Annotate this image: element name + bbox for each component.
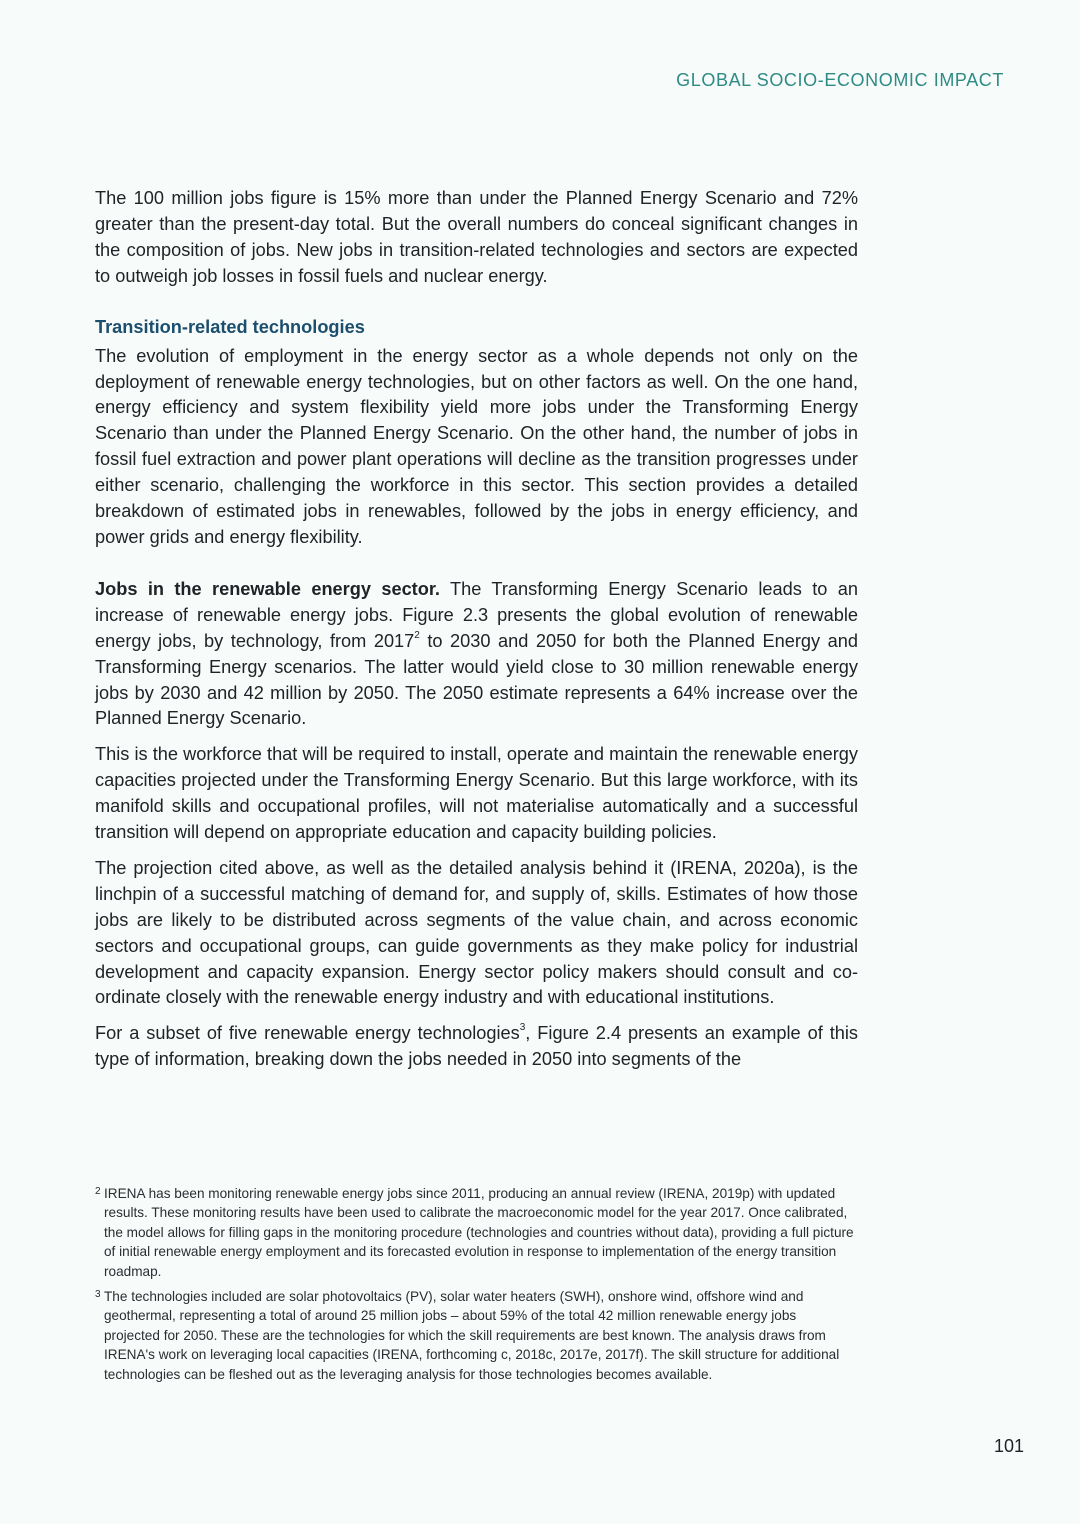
footnote-mark: 3 <box>95 1289 101 1301</box>
paragraph-text: The Transforming Energy Scenario leads to an increase of renewable energy jobs. Figure 2.3 presents the global evolution of renewable energy jobs, by technology, from 2017 <box>95 578 858 651</box>
paragraph-workforce: This is the workforce that will be required to install, operate and maintain the renewable energy capacities projected under the Transforming Energy Scenario. But this large workforce, with its manifold skills and occupational profiles, will not materialise automatically and a successful transition will depend on appropriate education and capacity building policies. <box>95 744 858 843</box>
paragraph-renewable-jobs <box>95 577 858 732</box>
section-heading: Transition-related technologies <box>95 316 365 337</box>
footnote-3 <box>95 1287 855 1384</box>
page-number: 101 <box>993 1436 1024 1456</box>
paragraph-text: to 2030 and 2050 for both the Planned Energy and Transforming Energy scenarios. The latter would yield close to 30 million renewable energy jobs by 2030 and 42 million by 2050. The 2050 estimate represents a 64% increase over the Planned Energy Scenario. <box>95 630 858 729</box>
footnote-text: IRENA has been monitoring renewable energy jobs since 2011, producing an annual review (IRENA, 2019p) with updated results. These monitoring results have been used to calibrate the macroeconomic model for the year 2017. Once calibrated, the model allows for filling gaps in the monitoring procedure (technologies and countries without data), providing a full picture of initial renewable energy employment and its forecasted evolution in response to implementation of the energy transition roadmap. <box>104 1186 854 1279</box>
paragraph-text: , Figure 2.4 presents an example of this type of information, breaking down the jobs needed in 2050 into segments of the <box>95 1023 859 1070</box>
paragraph-text: For a subset of five renewable energy technologies <box>95 1023 520 1044</box>
footnote-ref-2[interactable]: 2 <box>414 629 420 641</box>
footnote-text: The technologies included are solar photovoltaics (PV), solar water heaters (SWH), onshore wind, offshore wind and geothermal, representing a total of around 25 million jobs – about 59% of the total 42 million renewable energy jobs projected for 2050. These are the technologies for which the skill requirements are best known. The analysis draws from IRENA's work on leveraging local capacities (IRENA, forthcoming c, 2018c, 2017e, 2017f). The skill structure for additional technologies can be fleshed out as the leveraging analysis for those technologies becomes available. <box>104 1289 840 1382</box>
paragraph-projection: The projection cited above, as well as the detailed analysis behind it (IRENA, 2020a), is the linchpin of a successful matching of demand for, and supply of, skills. Estimates of how those jobs are likely to be distributed across segments of the value chain, and across economic sectors and occupational groups, can guide governments as they make policy for industrial development and capacity expansion. Energy sector policy makers should consult and co-ordinate closely with the renewable energy industry and with educational institutions. <box>95 857 858 1008</box>
paragraph-subset <box>95 1021 858 1073</box>
footnote-ref-3[interactable]: 3 <box>519 1022 526 1034</box>
main-text <box>95 186 858 1083</box>
running-header: GLOBAL SOCIO-ECONOMIC IMPACT <box>676 70 1004 90</box>
paragraph-transition: The evolution of employment in the energy sector as a whole depends not only on the deployment of renewable energy technologies, but on other factors as well. On the one hand, energy efficiency and system flexibility yield more jobs under the Transforming Energy Scenario than under the Planned Energy Scenario. On the other hand, the number of jobs in fossil fuel extraction and power plant operations will decline as the transition progresses under either scenario, challenging the workforce in this sector. This section provides a detailed breakdown of estimated jobs in renewables, followed by the jobs in energy efficiency, and power grids and energy flexibility. <box>95 345 858 547</box>
paragraph-intro: The 100 million jobs figure is 15% more than under the Planned Energy Scenario and 72% greater than the present-day total. But the overall numbers do conceal significant changes in the composition of jobs. New jobs in transition-related technologies and sectors are expected to outweigh job losses in fossil fuels and nuclear energy. <box>95 188 858 286</box>
footnote-2 <box>95 1184 855 1281</box>
footnote-mark: 2 <box>95 1186 101 1197</box>
run-in-heading: Jobs in the renewable energy sector. <box>95 578 440 599</box>
footnotes <box>95 1184 855 1390</box>
